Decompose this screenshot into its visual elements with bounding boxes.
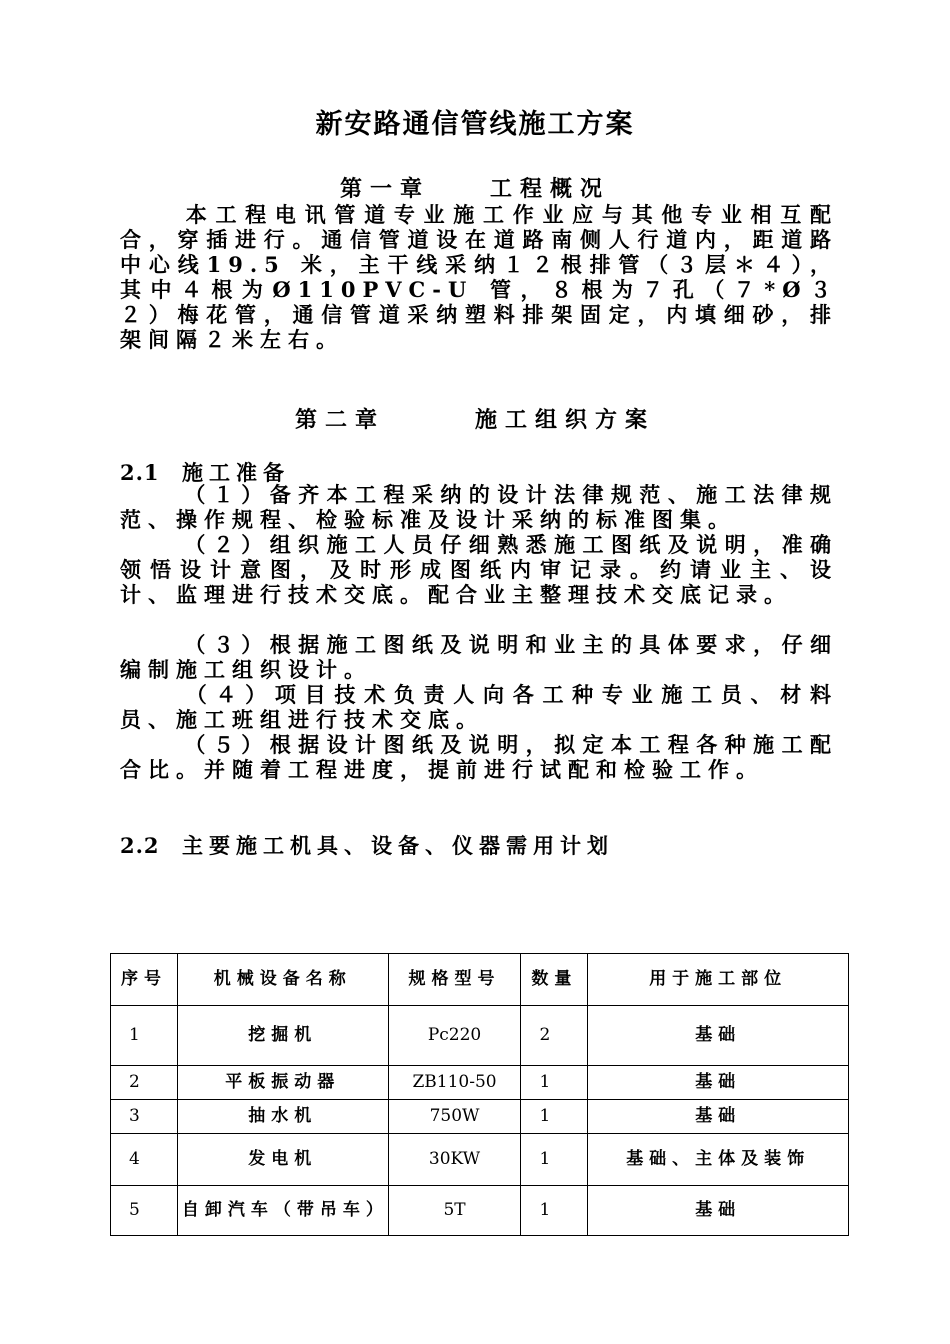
chapter-2-name: 施工组织方案: [475, 407, 656, 433]
cell-qty: 2: [521, 1006, 588, 1066]
table-row: [111, 1186, 849, 1236]
cell-seq: 1: [111, 1006, 178, 1066]
chapter-2-number: 第二章: [294, 407, 385, 433]
cell-usage: 基础: [588, 1066, 849, 1100]
chapter-1-body: 本工程电讯管道专业施工作业应与其他专业相互配合，穿插进行。通信管道设在道路南侧人行道内，距道路中心线19.5 米，主干线采纳１２根排管（３层＊４），其中４根为Ø110PVC-U 管，８根为７孔（７*Ø３２）梅花管，通信管道采纳塑料排架固定，内填细砂，排架间隔２米左右。: [120, 202, 838, 352]
cell-spec: ZB110-50: [388, 1066, 521, 1100]
prep-item-4-text: （４）项目技术负责人向各工种专业施工员、材料员、施工班组进行技术交底。: [120, 682, 838, 732]
cell-seq: 4: [111, 1134, 178, 1186]
prep-item-5: [120, 732, 838, 782]
chapter-1-paragraph: [120, 202, 838, 352]
prep-item-1: [120, 482, 838, 532]
section-2-2-title: 主要施工机具、设备、仪器需用计划: [182, 833, 614, 858]
section-2-1-number: 2.1: [120, 460, 160, 485]
table-row: [111, 1134, 849, 1186]
prep-item-3: [120, 632, 838, 682]
table-row: [111, 1066, 849, 1100]
cell-usage: 基础: [588, 1186, 849, 1236]
equipment-table: [110, 953, 849, 1236]
cell-usage: 基础: [588, 1100, 849, 1134]
prep-item-1-text: （１）备齐本工程采纳的设计法律规范、施工法律规范、操作规程、检验标准及设计采纳的标准图集。: [120, 482, 838, 532]
prep-item-5-text: （５）根据设计图纸及说明，拟定本工程各种施工配合比。并随着工程进度，提前进行试配和检验工作。: [120, 732, 838, 782]
prep-item-4: [120, 682, 838, 732]
section-2-2-number: 2.2: [120, 833, 160, 858]
header-seq: 序号: [111, 954, 178, 1006]
cell-usage: 基础、主体及装饰: [588, 1134, 849, 1186]
chapter-1-name: 工程概况: [490, 176, 611, 202]
document-title: 新安路通信管线施工方案: [315, 109, 635, 140]
prep-item-3-text: （３）根据施工图纸及说明和业主的具体要求，仔细编制施工组织设计。: [120, 632, 838, 682]
chapter-2-heading: [0, 403, 950, 434]
cell-usage: 基础: [588, 1006, 849, 1066]
cell-name: 抽水机: [177, 1100, 388, 1134]
cell-name: 发电机: [177, 1134, 388, 1186]
cell-qty: 1: [521, 1100, 588, 1134]
prep-item-2: [120, 532, 838, 607]
table-row: [111, 1006, 849, 1066]
header-name: 机械设备名称: [177, 954, 388, 1006]
section-2-2-heading: [120, 830, 614, 860]
cell-spec: Pc220: [388, 1006, 521, 1066]
section-2-1-title: 施工准备: [182, 460, 290, 485]
cell-seq: 3: [111, 1100, 178, 1134]
cell-qty: 1: [521, 1134, 588, 1186]
cell-seq: 5: [111, 1186, 178, 1236]
table-row: [111, 1100, 849, 1134]
cell-spec: 30KW: [388, 1134, 521, 1186]
header-qty: 数量: [521, 954, 588, 1006]
table-header-row: [111, 954, 849, 1006]
cell-spec: 5T: [388, 1186, 521, 1236]
header-usage: 用于施工部位: [588, 954, 849, 1006]
prep-item-2-text: （２）组织施工人员仔细熟悉施工图纸及说明，准确领悟设计意图，及时形成图纸内审记录。约请业主、设计、监理进行技术交底。配合业主整理技术交底记录。: [120, 532, 838, 607]
cell-name: 平板振动器: [177, 1066, 388, 1100]
cell-qty: 1: [521, 1066, 588, 1100]
chapter-1-heading: [0, 172, 950, 203]
cell-name: 自卸汽车（带吊车）: [177, 1186, 388, 1236]
cell-seq: 2: [111, 1066, 178, 1100]
cell-spec: 750W: [388, 1100, 521, 1134]
cell-qty: 1: [521, 1186, 588, 1236]
header-spec: 规格型号: [388, 954, 521, 1006]
cell-name: 挖掘机: [177, 1006, 388, 1066]
chapter-1-number: 第一章: [339, 176, 430, 202]
